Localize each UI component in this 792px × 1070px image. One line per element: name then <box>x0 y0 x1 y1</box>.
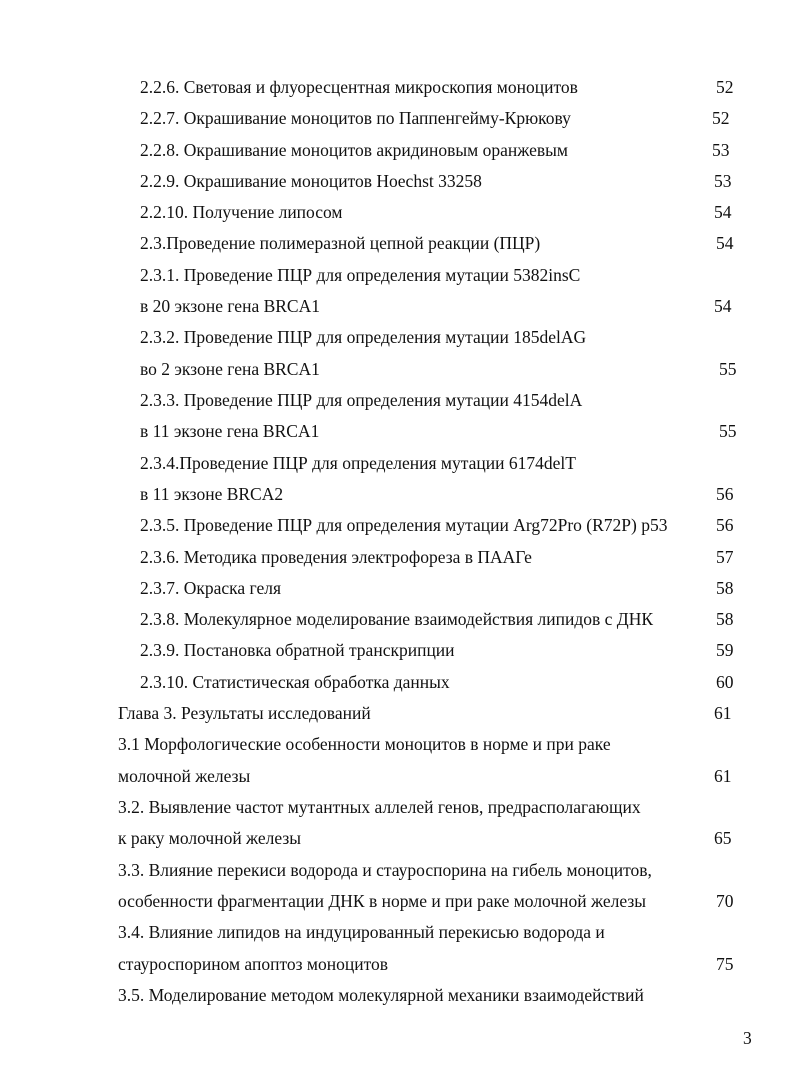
toc-entry-page: 52 <box>716 77 734 97</box>
toc-entry-title: Глава 3. Результаты исследований <box>118 703 371 723</box>
toc-entry <box>0 732 792 756</box>
toc-entry-title: 2.2.6. Световая и флуоресцентная микроскопия моноцитов <box>140 77 578 97</box>
toc-entry-page: 54 <box>714 296 732 316</box>
toc-entry-page: 58 <box>716 578 734 598</box>
toc-entry-title: 2.2.10. Получение липосом <box>140 202 343 222</box>
toc-entry-title: молочной железы <box>118 766 251 786</box>
toc-entry-title: 2.3.7. Окраска геля <box>140 578 282 598</box>
toc-entry <box>0 670 792 694</box>
toc-entry-title: 2.3.10. Статистическая обработка данных <box>140 672 450 692</box>
toc-entry-title: 2.3.6. Методика проведения электрофореза в ПААГе <box>140 547 532 567</box>
toc-entry-title: 2.3.2. Проведение ПЦР для определения мутации 185delAG <box>140 327 587 347</box>
toc-entry-page: 65 <box>714 828 732 848</box>
toc-entry <box>0 325 792 349</box>
toc-entry-page: 75 <box>716 954 734 974</box>
toc-entry-page: 55 <box>719 421 737 441</box>
toc-entry-page: 56 <box>716 484 734 504</box>
toc-entry-page: 56 <box>716 515 734 535</box>
toc-entry-title: 2.2.9. Окрашивание моноцитов Hoechst 33258 <box>140 171 482 191</box>
toc-entry <box>0 638 792 662</box>
toc-entry-page: 55 <box>719 359 737 379</box>
toc-entry-page: 70 <box>716 891 734 911</box>
toc-entry-title: к раку молочной железы <box>118 828 302 848</box>
toc-entry <box>0 138 792 162</box>
toc-entry-page: 53 <box>714 171 732 191</box>
toc-entry-title: во 2 экзоне гена BRCA1 <box>140 359 320 379</box>
toc-entry-title: стауроспорином апоптоз моноцитов <box>118 954 388 974</box>
toc-entry <box>0 545 792 569</box>
toc-entry-page: 59 <box>716 640 734 660</box>
page-number: 3 <box>743 1028 752 1048</box>
toc-entry-title: 2.2.8. Окрашивание моноцитов акридиновым оранжевым <box>140 140 568 160</box>
toc-entry-title: 2.3.3. Проведение ПЦР для определения мутации 4154delA <box>140 390 583 410</box>
toc-entry-title: в 11 экзоне гена BRCA1 <box>140 421 320 441</box>
toc-entry <box>0 294 792 318</box>
toc-entry-title: 3.5. Моделирование методом молекулярной механики взаимодействий <box>118 985 644 1005</box>
toc-entry <box>0 858 792 882</box>
toc-entry-title: 3.1 Морфологические особенности моноцитов в норме и при раке <box>118 734 611 754</box>
toc-entry-title: 2.3.Проведение полимеразной цепной реакции (ПЦР) <box>140 233 541 253</box>
toc-entry-title: 2.3.9. Постановка обратной транскрипции <box>140 640 455 660</box>
toc-entry <box>0 419 792 443</box>
toc-entry <box>0 764 792 788</box>
toc-entry <box>0 200 792 224</box>
toc-entry <box>0 826 792 850</box>
toc-entry-title: 2.3.1. Проведение ПЦР для определения мутации 5382insC <box>140 265 581 285</box>
toc-entry <box>0 482 792 506</box>
toc-entry <box>0 576 792 600</box>
toc-entry <box>0 357 792 381</box>
toc-entry-title: в 11 экзоне BRCA2 <box>140 484 284 504</box>
toc-entry <box>0 701 792 725</box>
toc-entry-title: 3.2. Выявление частот мутантных аллелей генов, предрасполагающих <box>118 797 641 817</box>
toc-entry-title: 3.3. Влияние перекиси водорода и стауроспорина на гибель моноцитов, <box>118 860 652 880</box>
toc-entry-title: особенности фрагментации ДНК в норме и при раке молочной железы <box>118 891 647 911</box>
toc-entry-page: 60 <box>716 672 734 692</box>
toc-entry-page: 61 <box>714 766 732 786</box>
toc-entry-page: 53 <box>712 140 730 160</box>
toc-entry-title: 2.3.5. Проведение ПЦР для определения мутации Arg72Pro (R72P) p53 <box>140 515 668 535</box>
toc-entry-page: 61 <box>714 703 732 723</box>
toc-entry <box>0 106 792 130</box>
toc-entry-page: 57 <box>716 547 734 567</box>
toc-entry <box>0 231 792 255</box>
toc-entry <box>0 607 792 631</box>
toc-entry-title: 2.2.7. Окрашивание моноцитов по Паппенгейму-Крюкову <box>140 108 571 128</box>
toc-entry <box>0 75 792 99</box>
toc-entry <box>0 263 792 287</box>
toc-entry-page: 54 <box>714 202 732 222</box>
toc-entry <box>0 920 792 944</box>
toc-entry <box>0 513 792 537</box>
toc-entry-page: 52 <box>712 108 730 128</box>
toc-entry-page: 54 <box>716 233 734 253</box>
toc-entry <box>0 169 792 193</box>
toc-entry-title: в 20 экзоне гена BRCA1 <box>140 296 320 316</box>
toc-entry <box>0 795 792 819</box>
toc-entry <box>0 983 792 1007</box>
toc-entry-title: 3.4. Влияние липидов на индуцированный перекисью водорода и <box>118 922 605 942</box>
toc-entry-page: 58 <box>716 609 734 629</box>
toc-entry <box>0 952 792 976</box>
toc-entry <box>0 388 792 412</box>
toc-entry-title: 2.3.8. Молекулярное моделирование взаимодействия липидов с ДНК <box>140 609 654 629</box>
toc-entry <box>0 889 792 913</box>
toc-entry <box>0 451 792 475</box>
toc-entry-title: 2.3.4.Проведение ПЦР для определения мутации 6174delT <box>140 453 576 473</box>
